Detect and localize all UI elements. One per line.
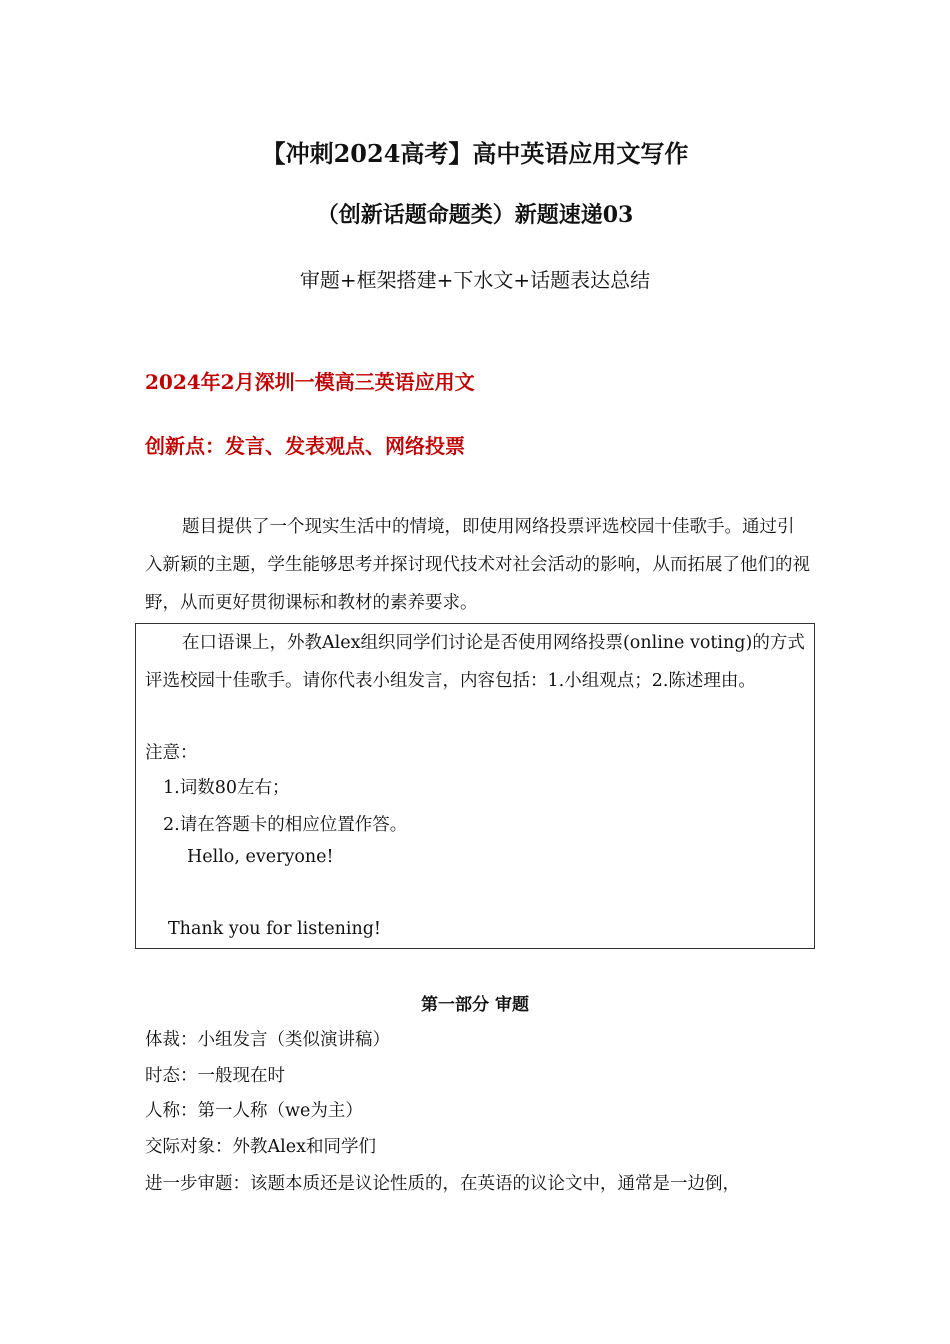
exam-source-heading: 2024年2月深圳一模高三英语应用文	[145, 370, 475, 394]
innovation-heading: 创新点：发言、发表观点、网络投票	[145, 434, 465, 458]
section-heading-analysis: 第一部分 审题	[421, 995, 529, 1015]
analysis-genre: 体裁：小组发言（类似演讲稿）	[145, 1030, 390, 1050]
document-tagline: 审题+框架搭建+下水文+话题表达总结	[299, 268, 651, 292]
intro-paragraph: 题目提供了一个现实生活中的情境，即使用网络投票评选校园十佳歌手。通过引入新颖的主题，学生能够思考并探讨现代技术对社会活动的影响，从而拓展了他们的视野，从而更好贯彻课标和教材的素养要求。	[145, 517, 810, 613]
document-title: 【冲刺2024高考】高中英语应用文写作	[261, 139, 689, 168]
analysis-further: 进一步审题：该题本质还是议论性质的，在英语的议论文中，通常是一边倒，	[145, 1174, 740, 1194]
speech-opening: Hello, everyone!	[187, 847, 334, 867]
speech-closing: Thank you for listening!	[168, 919, 381, 939]
analysis-tense: 时态：一般现在时	[145, 1066, 285, 1086]
task-prompt: 在口语课上，外教Alex组织同学们讨论是否使用网络投票(online voting)的方式评选校园十佳歌手。请你代表小组发言，内容包括：1.小组观点；2.陈述理由。	[145, 633, 805, 691]
analysis-audience: 交际对象：外教Alex和同学们	[145, 1137, 376, 1157]
notes-label: 注意：	[145, 743, 198, 763]
task-prompt-box	[135, 623, 815, 949]
note-answer-location: 2.请在答题卡的相应位置作答。	[163, 815, 408, 835]
document-subtitle: （创新话题命题类）新题速递03	[316, 202, 634, 228]
note-word-count: 1.词数80左右；	[163, 778, 290, 798]
analysis-person: 人称：第一人称（we为主）	[145, 1101, 363, 1121]
